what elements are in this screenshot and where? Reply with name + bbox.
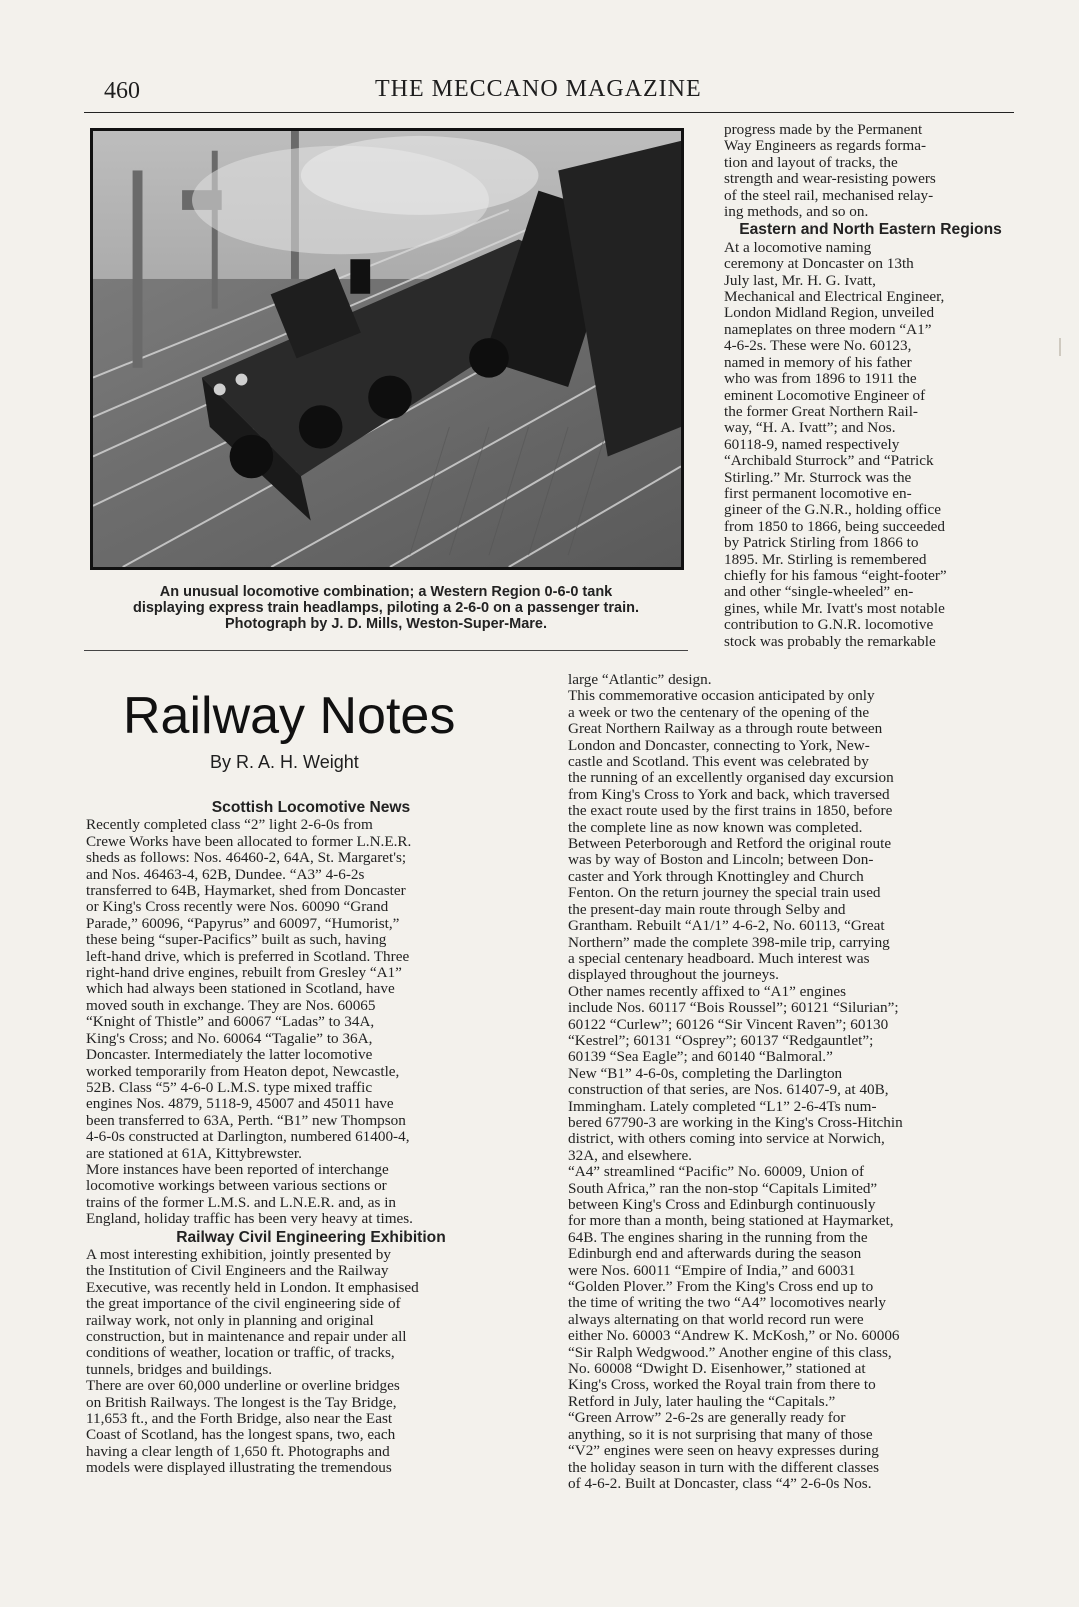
text-line: having a clear length of 1,650 ft. Photographs and: [86, 1443, 390, 1460]
text-line: At a locomotive naming: [724, 239, 872, 256]
text-line: “Golden Plover.” From the King's Cross end up to: [568, 1279, 874, 1296]
text-line: right-hand drive engines, rebuilt from Gresley “A1”: [86, 965, 402, 982]
text-line: which had always been stationed in Scotland, have: [86, 981, 395, 998]
page-number: 460: [104, 78, 140, 104]
caption-line: An unusual locomotive combination; a Western Region 0-6-0 tank: [159, 584, 613, 600]
caption-line: displaying express train headlamps, piloting a 2-6-0 on a passenger train.: [132, 600, 640, 616]
text-line: models were displayed illustrating the tremendous: [86, 1460, 392, 1477]
text-line: always alternating on that world record run were: [568, 1311, 864, 1328]
text-line: are stationed at 61A, Kittybrewster.: [86, 1145, 302, 1162]
text-line: anything, so it is not surprising that many of those: [568, 1426, 873, 1443]
text-line: construction, but in maintenance and repair under all: [86, 1329, 407, 1345]
text-line: who was from 1896 to 1911 the: [724, 371, 917, 388]
section-heading: Eastern and North Eastern Regions: [739, 221, 1002, 239]
text-line: ing methods, and so on.: [724, 204, 869, 221]
text-line: Northern” made the complete 398-mile trip, carrying: [568, 934, 890, 951]
text-line: and Nos. 46463-4, 62B, Dundee. “A3” 4-6-2s: [86, 866, 365, 883]
text-line: Coast of Scotland, has the longest spans, two, each: [86, 1427, 396, 1444]
text-line: sheds as follows: Nos. 46460-2, 64A, St. Margaret's;: [86, 850, 407, 867]
text-line: Immingham. Lately completed “L1” 2-6-4Ts num-: [568, 1098, 877, 1115]
text-line: Parade,” 60096, “Papyrus” and 60097, “Humorist,”: [86, 915, 400, 932]
text-line: were Nos. 60011 “Empire of India,” and 60031: [568, 1262, 856, 1279]
text-line: 4-6-2s. These were No. 60123,: [724, 338, 912, 355]
text-line: England, holiday traffic has been very heavy at times.: [86, 1211, 413, 1228]
text-line: large “Atlantic” design.: [568, 672, 712, 688]
text-line: gines, while Mr. Ivatt's most notable: [724, 600, 945, 617]
text-line: 4-6-0s constructed at Darlington, numbered 61400-4,: [86, 1129, 410, 1146]
text-line: Executive, was recently held in London. It emphasised: [86, 1279, 419, 1296]
text-line: displayed throughout the journeys.: [568, 967, 779, 984]
text-line: or King's Cross recently were Nos. 60090 “Grand: [86, 899, 389, 916]
text-line: from 1850 to 1866, being succeeded: [724, 518, 946, 535]
text-line: ceremony at Doncaster on 13th: [724, 256, 914, 273]
text-line: tion and layout of tracks, the: [724, 154, 898, 171]
section-heading: Scottish Locomotive News: [211, 799, 411, 816]
text-line: 60139 “Sea Eagle”; and 60140 “Balmoral.”: [568, 1049, 833, 1066]
text-line: trains of the former L.M.S. and L.N.E.R. and, as in: [86, 1194, 397, 1211]
text-line: “Knight of Thistle” and 60067 “Ladas” to 34A,: [86, 1014, 375, 1031]
text-line: 32A, and elsewhere.: [568, 1147, 692, 1164]
text-line: construction of that series, are Nos. 61407-9, at 40B,: [568, 1082, 889, 1099]
text-line: 60118-9, named respectively: [724, 436, 900, 453]
text-line: Stirling.” Mr. Sturrock was the: [724, 469, 912, 486]
text-line: by Patrick Stirling from 1866 to: [724, 535, 919, 552]
text-line: district, with others coming into service at Norwich,: [568, 1131, 885, 1148]
right-column-top: [724, 122, 1017, 650]
text-line: contribution to G.N.R. locomotive: [724, 617, 934, 634]
caption-line: Photograph by J. D. Mills, Weston-Super-Mare.: [225, 616, 547, 632]
text-line: “Sir Ralph Wedgwood.” Another engine of this class,: [568, 1344, 892, 1361]
text-line: the present-day main route through Selby and: [568, 901, 846, 918]
header-rule: [84, 112, 1014, 113]
text-line: King's Cross; and No. 60064 “Tagalie” to 36A,: [86, 1030, 373, 1047]
text-line: “V2” engines were seen on heavy expresses during: [568, 1443, 879, 1460]
running-title: THE MECCANO MAGAZINE: [375, 76, 702, 102]
text-line: “A4” streamlined “Pacific” No. 60009, Union of: [568, 1164, 865, 1181]
text-line: New “B1” 4-6-0s, completing the Darlington: [568, 1065, 843, 1082]
text-line: Recently completed class “2” light 2-6-0s from: [86, 817, 373, 834]
text-line: transferred to 64B, Haymarket, shed from Doncaster: [86, 883, 406, 900]
text-line: named in memory of his father: [724, 354, 912, 371]
text-line: worked temporarily from Heaton depot, Newcastle,: [86, 1063, 400, 1080]
text-line: This commemorative occasion anticipated by only: [568, 688, 875, 705]
text-line: “Archibald Sturrock” and “Patrick: [724, 453, 934, 470]
text-line: A most interesting exhibition, jointly presented by: [86, 1246, 391, 1263]
text-line: nameplates on three modern “A1”: [724, 321, 932, 338]
text-line: More instances have been reported of interchange: [86, 1161, 389, 1178]
text-line: was by way of Boston and Lincoln; between Don-: [568, 852, 874, 869]
text-line: been transferred to 63A, Perth. “B1” new Thompson: [86, 1112, 406, 1129]
left-column: [86, 798, 536, 1477]
text-line: these being “super-Pacifics” built as such, having: [86, 932, 387, 949]
text-line: 60122 “Curlew”; 60126 “Sir Vincent Raven”; 60130: [568, 1016, 889, 1033]
text-line: July last, Mr. H. G. Ivatt,: [724, 272, 876, 289]
text-line: 11,653 ft., and the Forth Bridge, also near the East: [86, 1411, 393, 1428]
right-column-main: [568, 672, 1017, 1492]
text-line: Edinburgh end and afterwards during the season: [568, 1246, 862, 1263]
text-line: progress made by the Permanent: [724, 122, 923, 138]
text-line: for more than a month, being stationed at Haymarket,: [568, 1213, 894, 1230]
text-line: a week or two the centenary of the opening of the: [568, 704, 870, 721]
text-line: include Nos. 60117 “Bois Roussel”; 60121 “Silurian”;: [568, 1000, 899, 1017]
text-line: way, “H. A. Ivatt”; and Nos.: [724, 420, 896, 437]
text-line: the time of writing the two “A4” locomotives nearly: [568, 1295, 887, 1312]
text-line: strength and wear-resisting powers: [724, 171, 936, 188]
text-line: 52B. Class “5” 4-6-0 L.M.S. type mixed traffic: [86, 1079, 373, 1096]
text-line: castle and Scotland. This event was celebrated by: [568, 754, 869, 771]
locomotive-photo-illustration: [93, 131, 681, 567]
text-line: conditions of weather, location or traffic, of tracks,: [86, 1345, 395, 1362]
text-line: locomotive workings between various sections or: [86, 1178, 387, 1195]
text-line: railway work, not only in planning and original: [86, 1312, 374, 1329]
text-line: the former Great Northern Rail-: [724, 403, 918, 420]
text-line: 64B. The engines sharing in the running from the: [568, 1229, 868, 1246]
text-line: Great Northern Railway as a through route between: [568, 721, 883, 738]
text-line: the holiday season in turn with the different classes: [568, 1459, 879, 1476]
text-line: Other names recently affixed to “A1” engines: [568, 983, 847, 1000]
text-line: London Midland Region, unveiled: [724, 305, 935, 322]
text-line: left-hand drive, which is preferred in Scotland. Three: [86, 948, 410, 965]
text-line: engines Nos. 4879, 5118-9, 45007 and 45011 have: [86, 1096, 394, 1113]
article-byline: By R. A. H. Weight: [210, 752, 359, 772]
scan-mark: [1059, 338, 1061, 356]
text-line: gineer of the G.N.R., holding office: [724, 502, 941, 519]
text-line: eminent Locomotive Engineer of: [724, 387, 926, 404]
section-heading: Railway Civil Engineering Exhibition: [176, 1228, 446, 1246]
text-line: first permanent locomotive en-: [724, 485, 912, 502]
text-line: of 4-6-2. Built at Doncaster, class “4” 2-6-0s Nos.: [568, 1475, 872, 1492]
text-line: stock was probably the remarkable: [724, 633, 936, 650]
text-line: the exact route used by the first trains in 1850, before: [568, 803, 893, 820]
text-line: Doncaster. Intermediately the latter locomotive: [86, 1047, 373, 1064]
text-line: bered 67790-3 are working in the King's Cross-Hitchin: [568, 1114, 903, 1131]
text-line: South Africa,” ran the non-stop “Capitals Limited”: [568, 1180, 878, 1197]
text-line: Way Engineers as regards forma-: [724, 138, 927, 155]
text-line: caster and York through Knottingley and Church: [568, 868, 864, 885]
text-line: Retford in July, later hauling the “Capitals.”: [568, 1393, 836, 1410]
text-line: chiefly for his famous “eight-footer”: [724, 567, 947, 584]
text-line: Mechanical and Electrical Engineer,: [724, 289, 945, 306]
text-line: the complete line as now known was completed.: [568, 819, 863, 836]
text-line: between King's Cross and Edinburgh continuously: [568, 1197, 876, 1213]
text-line: “Green Arrow” 2-6-2s are generally ready for: [568, 1410, 846, 1427]
text-line: Grantham. Rebuilt “A1/1” 4-6-2, No. 60113, “Great: [568, 918, 885, 935]
text-line: Fenton. On the return journey the special train used: [568, 885, 881, 902]
text-line: There are over 60,000 underline or overline bridges: [86, 1378, 400, 1395]
text-line: of the steel rail, mechanised relay-: [724, 187, 934, 204]
text-line: from King's Cross to York and back, which traversed: [568, 786, 890, 803]
text-line: moved south in exchange. They are Nos. 60065: [86, 997, 376, 1014]
text-line: Crewe Works have been allocated to former L.N.E.R.: [86, 833, 412, 850]
text-line: and other “single-wheeled” en-: [724, 584, 914, 601]
caption-rule: [84, 650, 688, 651]
text-line: the great importance of the civil engineering side of: [86, 1296, 401, 1313]
locomotive-photograph: [90, 128, 684, 570]
text-line: No. 60008 “Dwight D. Eisenhower,” stationed at: [568, 1361, 866, 1378]
photo-caption: [84, 584, 688, 632]
text-line: a special centenary headboard. Much interest was: [568, 950, 870, 967]
text-line: King's Cross, worked the Royal train from there to: [568, 1377, 876, 1394]
article-title: Railway Notes: [123, 687, 456, 745]
text-line: tunnels, bridges and buildings.: [86, 1361, 273, 1378]
text-line: on British Railways. The longest is the Tay Bridge,: [86, 1394, 397, 1411]
text-line: Between Peterborough and Retford the original route: [568, 836, 892, 853]
text-line: “Kestrel”; 60131 “Osprey”; 60137 “Redgauntlet”;: [568, 1032, 874, 1049]
text-line: 1895. Mr. Stirling is remembered: [724, 551, 927, 568]
text-line: either No. 60003 “Andrew K. McKosh,” or No. 60006: [568, 1328, 900, 1345]
text-line: London and Doncaster, connecting to York, New-: [568, 737, 870, 754]
text-line: the running of an excellently organised day excursion: [568, 770, 894, 787]
text-line: the Institution of Civil Engineers and the Railway: [86, 1263, 389, 1280]
